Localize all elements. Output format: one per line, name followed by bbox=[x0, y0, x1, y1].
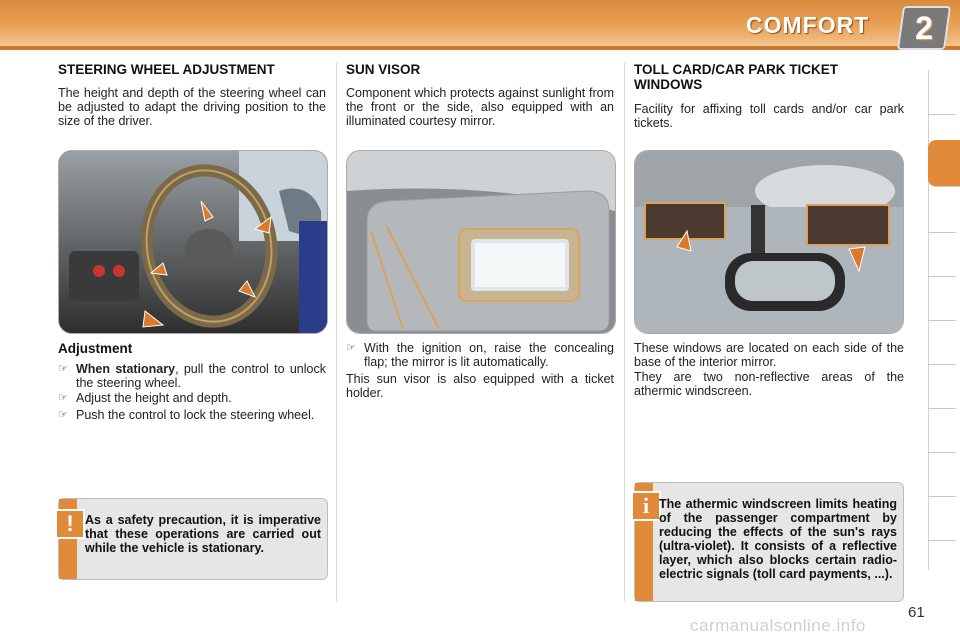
chapter-number: 2 bbox=[915, 10, 933, 46]
chapter-tab-6[interactable] bbox=[928, 320, 956, 365]
chapter-tab-3[interactable] bbox=[928, 188, 956, 233]
chapter-title: COMFORT bbox=[746, 12, 870, 38]
watermark: carmanualsonline.info bbox=[690, 616, 866, 635]
info-icon: i bbox=[631, 491, 661, 521]
info-text: The athermic windscreen limits heating of the passenger compartment by reducing the effects of the sun's rays (ultra-violet). It consists of a reflective layer, which also blocks certain radio-electric signals (toll card payments, ...). bbox=[659, 497, 897, 581]
bullet-text: Push the control to lock the steering wheel. bbox=[76, 408, 315, 422]
steering-wheel-illustration bbox=[59, 151, 327, 333]
adjustment-bullet-1 bbox=[58, 362, 326, 390]
adjustment-bullet-3 bbox=[58, 408, 326, 422]
adjustment-title: Adjustment bbox=[58, 341, 133, 356]
adjustment-bullet-2 bbox=[58, 391, 326, 405]
chapter-tab-8[interactable] bbox=[928, 408, 956, 453]
chapter-tab-5[interactable] bbox=[928, 276, 956, 321]
exclamation-icon: ! bbox=[55, 509, 85, 539]
toll-card-description: They are two non-reflective areas of the athermic windscreen. bbox=[634, 370, 904, 398]
sun-visor-extra: This sun visor is also equipped with a ticket holder. bbox=[346, 372, 614, 400]
warning-box bbox=[58, 498, 328, 580]
sun-visor-bullet bbox=[346, 341, 614, 369]
column-divider bbox=[624, 62, 625, 602]
info-box bbox=[634, 482, 904, 602]
bullet-text: , pull the control to unlock the steering wheel. bbox=[76, 362, 326, 390]
warning-text: As a safety precaution, it is imperative that these operations are carried out while the vehicle is stationary. bbox=[85, 513, 321, 555]
header-divider bbox=[0, 46, 960, 50]
pointing-hand-icon: ☞ bbox=[58, 363, 68, 375]
toll-card-intro: Facility for affixing toll cards and/or car park tickets. bbox=[634, 102, 904, 130]
toll-card-photo bbox=[634, 150, 904, 334]
bullet-text: Adjust the height and depth. bbox=[76, 391, 232, 405]
sun-visor-title: SUN VISOR bbox=[346, 62, 421, 77]
steering-intro: The height and depth of the steering wheel can be adjusted to adapt the driving position to the size of the driver. bbox=[58, 86, 326, 128]
chapter-tab-9[interactable] bbox=[928, 452, 956, 497]
bullet-text: With the ignition on, raise the concealing flap; the mirror is lit automatically. bbox=[364, 341, 614, 369]
pointing-hand-icon: ☞ bbox=[58, 392, 68, 404]
sun-visor-intro: Component which protects against sunlight from the front or the side, also equipped with an illuminated courtesy mirror. bbox=[346, 86, 614, 128]
toll-card-illustration bbox=[635, 151, 903, 333]
chapter-tab-10[interactable] bbox=[928, 496, 956, 541]
chapter-tabs bbox=[928, 70, 960, 570]
pointing-hand-icon: ☞ bbox=[346, 342, 356, 354]
chapter-tab-1[interactable] bbox=[928, 70, 956, 115]
toll-card-location: These windows are located on each side of the base of the interior mirror. bbox=[634, 341, 904, 369]
column-divider bbox=[336, 62, 337, 602]
sun-visor-photo bbox=[346, 150, 616, 334]
sun-visor-illustration bbox=[347, 151, 615, 333]
chapter-tab-2-active[interactable] bbox=[928, 140, 960, 187]
chapter-tab-4[interactable] bbox=[928, 232, 956, 277]
chapter-number-badge bbox=[897, 6, 951, 50]
pointing-hand-icon: ☞ bbox=[58, 409, 68, 421]
page-number: 61 bbox=[908, 604, 925, 621]
bullet-bold: When stationary bbox=[76, 362, 176, 376]
steering-wheel-photo bbox=[58, 150, 328, 334]
toll-card-title: TOLL CARD/CAR PARK TICKET WINDOWS bbox=[634, 62, 838, 92]
steering-title: STEERING WHEEL ADJUSTMENT bbox=[58, 62, 275, 77]
chapter-tab-7[interactable] bbox=[928, 364, 956, 409]
